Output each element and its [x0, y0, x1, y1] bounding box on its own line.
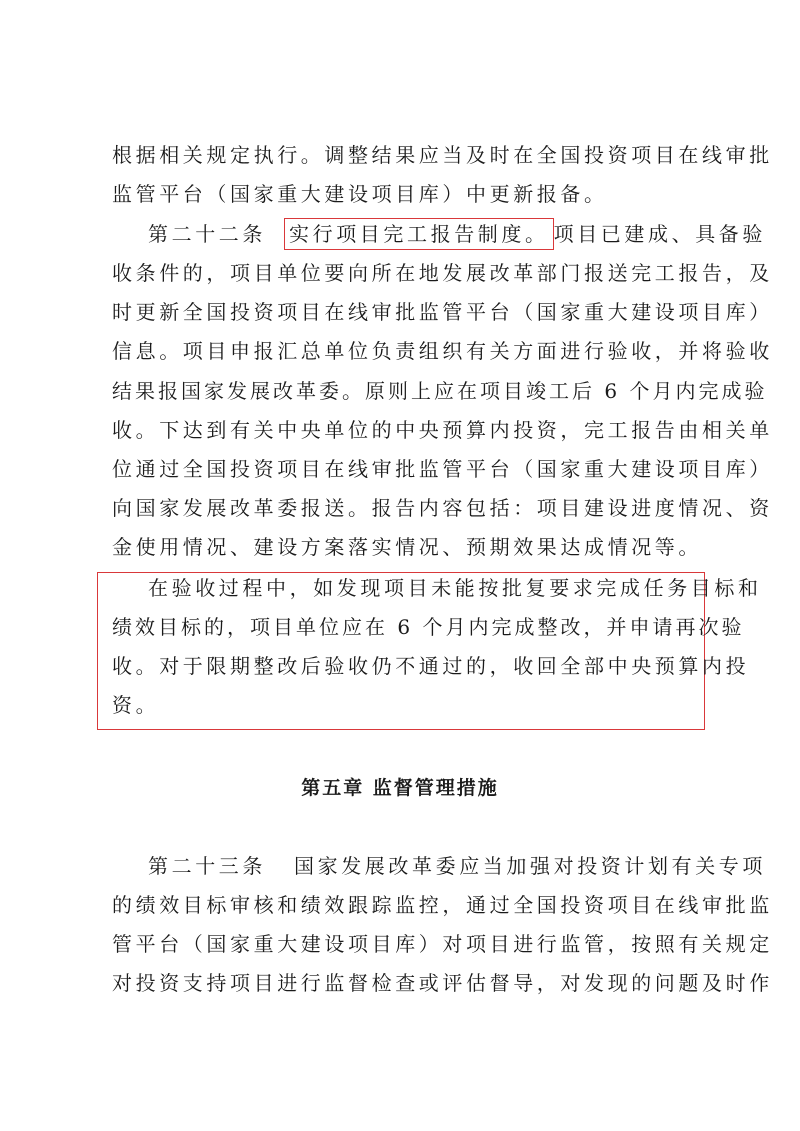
article-number: 第二十二条 — [148, 222, 266, 246]
text-line: 金使用情况、建设方案落实情况、预期效果达成情况等。 — [112, 535, 702, 559]
text-line: 在验收过程中，如发现项目未能按批复要求完成任务目标和 — [148, 576, 762, 600]
article-23-first-line — [148, 853, 766, 879]
text-line: 监管平台（国家重大建设项目库）中更新报备。 — [112, 182, 608, 206]
text-line: 资。 — [112, 693, 160, 717]
article-number: 第二十三条 — [148, 854, 266, 878]
text-line: 位通过全国投资项目在线审批监管平台（国家重大建设项目库） — [112, 457, 773, 481]
text-segment: 国家发展改革委应当加强对投资计划有关专项 — [294, 854, 766, 878]
chapter-heading: 第五章 监督管理措施 — [301, 777, 499, 799]
text-line: 向国家发展改革委报送。报告内容包括：项目建设进度情况、资 — [112, 496, 773, 520]
highlighted-phrase: 实行项目完工报告制度。 — [284, 218, 554, 250]
text-line: 对投资支持项目进行监督检查或评估督导，对发现的问题及时作 — [112, 971, 773, 995]
text-line: 收。下达到有关中央单位的中央预算内投资，完工报告由相关单 — [112, 418, 773, 442]
text-line: 收条件的，项目单位要向所在地发展改革部门报送完工报告，及 — [112, 261, 773, 285]
article-22-first-line — [148, 221, 767, 247]
text-segment: 项目已建成、具备验 — [553, 222, 767, 246]
text-line: 绩效目标的，项目单位应在 6 个月内完成整改，并申请再次验 — [112, 615, 745, 639]
text-line: 根据相关规定执行。调整结果应当及时在全国投资项目在线审批 — [112, 143, 773, 167]
text-line: 信息。项目申报汇总单位负责组织有关方面进行验收，并将验收 — [112, 339, 773, 363]
text-line: 结果报国家发展改革委。原则上应在项目竣工后 6 个月内完成验 — [112, 379, 768, 403]
text-line: 的绩效目标审核和绩效跟踪监控，通过全国投资项目在线审批监 — [112, 893, 773, 917]
text-line: 时更新全国投资项目在线审批监管平台（国家重大建设项目库） — [112, 300, 773, 324]
text-line: 收。对于限期整改后验收仍不通过的，收回全部中央预算内投 — [112, 654, 750, 678]
text-line: 管平台（国家重大建设项目库）对项目进行监管，按照有关规定 — [112, 932, 773, 956]
